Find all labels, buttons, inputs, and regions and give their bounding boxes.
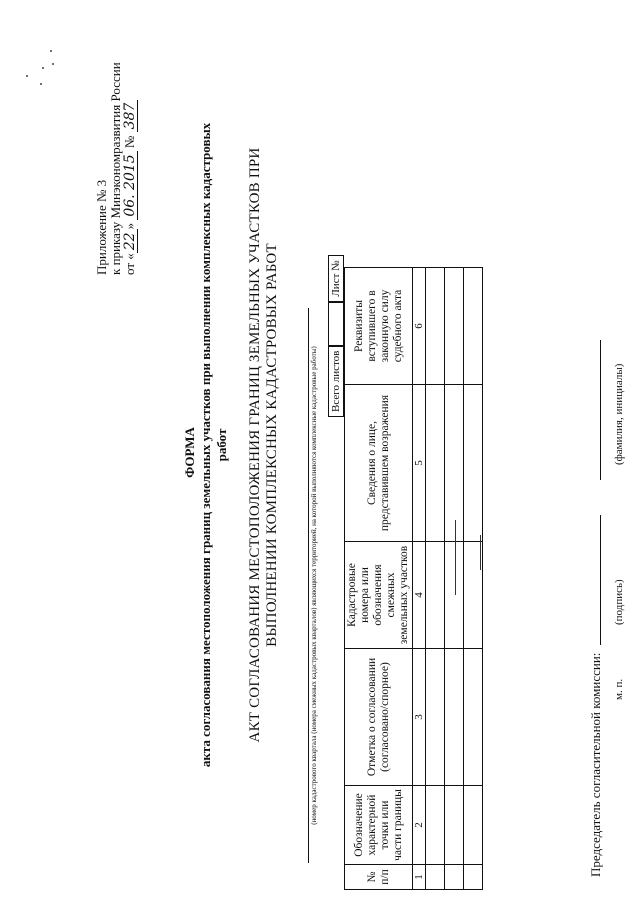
cadastral-caption: (номер кадастрового квартала (номера смежных кадастровых кварталов) являющихся территорией, на которой выполняются комплексные кадастровые работы) xyxy=(310,346,318,825)
table-number-row xyxy=(413,268,426,890)
sheet-info xyxy=(328,255,344,417)
stray-mark xyxy=(455,520,456,595)
table-row xyxy=(445,268,464,890)
stray-mark xyxy=(480,535,481,570)
appendix-line1: Приложение № 3 xyxy=(94,179,109,275)
col-header-number: № п/п xyxy=(345,865,413,890)
col-number-1: 1 xyxy=(413,865,426,890)
col-number-3: 3 xyxy=(413,649,426,786)
col-header-objector: Сведения о лице, представившем возражения xyxy=(345,385,413,542)
col-number-2: 2 xyxy=(413,786,426,865)
signature-line xyxy=(600,515,601,645)
name-caption: (фамилия, инициалы) xyxy=(613,363,625,465)
table-cell[interactable] xyxy=(464,268,483,385)
table-cell[interactable] xyxy=(464,786,483,865)
appendix-date-month-year: 06. 2015 xyxy=(123,151,138,219)
appendix-number-value: 387 xyxy=(123,100,138,133)
total-sheets-value xyxy=(328,302,344,346)
signature-caption: (подпись) xyxy=(613,579,625,625)
appendix-line3 xyxy=(123,62,138,275)
col-number-5: 5 xyxy=(413,385,426,542)
table-cell[interactable] xyxy=(464,865,483,890)
col-header-point: Обозначение характерной точки или части границы xyxy=(345,786,413,865)
chairman-label: Председатель согласительной комиссии: xyxy=(588,652,603,877)
table-cell[interactable] xyxy=(445,542,464,649)
table-header-row xyxy=(345,268,413,890)
form-subtitle: акта согласования местоположения границ земельных участков при выполнении комплексных кадастровых работ xyxy=(198,122,229,768)
table-cell[interactable] xyxy=(426,268,445,385)
sheet-number-label: Лист № xyxy=(328,255,344,301)
table-cell[interactable] xyxy=(426,385,445,542)
table-cell[interactable] xyxy=(464,649,483,786)
col-number-6: 6 xyxy=(413,268,426,385)
name-line xyxy=(600,340,601,480)
col-header-court: Реквизиты вступившего в законную силу судебного акта xyxy=(345,268,413,385)
table-cell[interactable] xyxy=(445,865,464,890)
approval-table xyxy=(344,267,483,890)
table-cell[interactable] xyxy=(445,268,464,385)
col-number-4: 4 xyxy=(413,542,426,649)
cadastral-underline xyxy=(308,308,309,863)
table-cell[interactable] xyxy=(464,385,483,542)
appendix-date-mid: » xyxy=(122,222,137,230)
stamp-place-label: м. п. xyxy=(613,678,625,700)
table-cell[interactable] xyxy=(426,542,445,649)
col-header-cadastral: Кадастровые номера или обозначения смежных земельных участков xyxy=(345,542,413,649)
table-cell[interactable] xyxy=(426,786,445,865)
table-cell[interactable] xyxy=(445,786,464,865)
act-title: АКТ СОГЛАСОВАНИЯ МЕСТОПОЛОЖЕНИЯ ГРАНИЦ ЗЕМЕЛЬНЫХ УЧАСТКОВ ПРИ ВЫПОЛНЕНИИ КОМПЛЕКСНЫХ КАДАСТРОВЫХ РАБОТ xyxy=(247,147,280,743)
appendix-number-label: № xyxy=(122,135,137,149)
appendix-block xyxy=(95,62,138,275)
appendix-line2: к приказу Минэкономразвития России xyxy=(108,62,123,275)
table-row xyxy=(426,268,445,890)
form-title: ФОРМА xyxy=(182,427,197,478)
table-cell[interactable] xyxy=(445,649,464,786)
table-cell[interactable] xyxy=(445,385,464,542)
table-row xyxy=(464,268,483,890)
appendix-date-prefix: от « xyxy=(122,253,137,275)
appendix-date-day: 22 xyxy=(123,229,138,253)
total-sheets-label: Всего листов xyxy=(328,346,344,417)
table-cell[interactable] xyxy=(426,649,445,786)
table-cell[interactable] xyxy=(426,865,445,890)
col-header-approval: Отметка о согласовании (согласовано/спорное) xyxy=(345,649,413,786)
